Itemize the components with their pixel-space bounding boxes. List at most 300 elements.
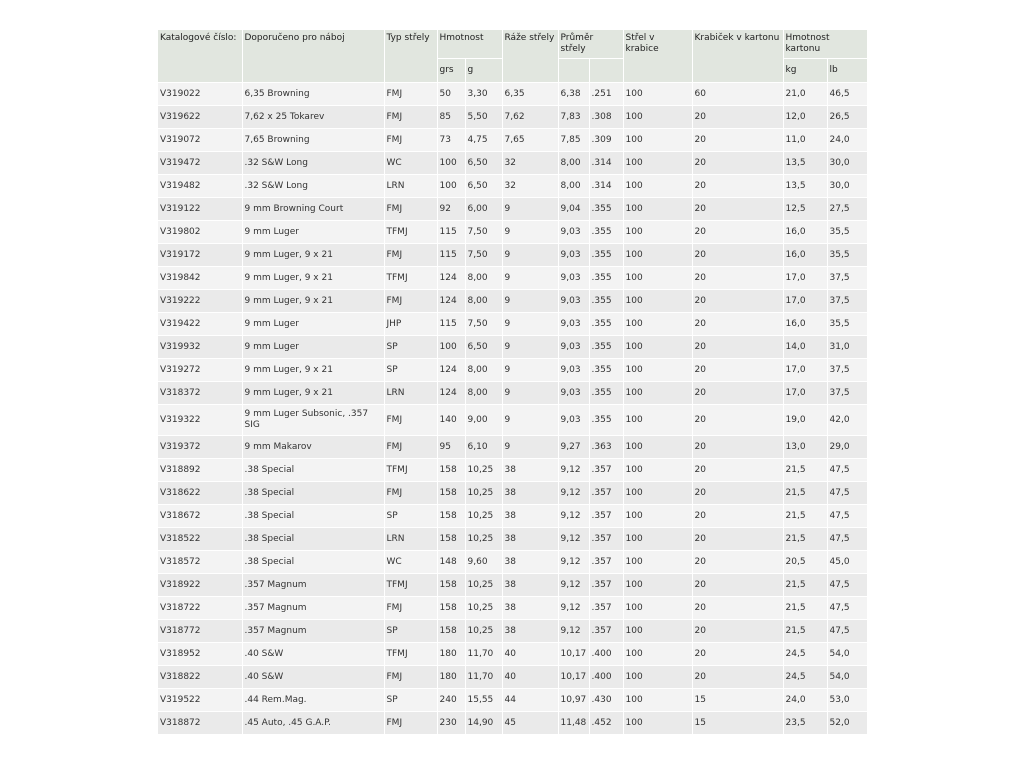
cell-weight-grs: 124 — [437, 267, 465, 290]
cell-catalog-number: V319422 — [158, 313, 242, 336]
cell-diameter-mm: 9,12 — [558, 551, 589, 574]
cell-boxes-per-carton: 20 — [692, 313, 783, 336]
cell-rounds-per-box: 100 — [623, 198, 692, 221]
table-row — [158, 597, 867, 620]
cell-catalog-number: V319172 — [158, 244, 242, 267]
cell-diameter-mm: 8,00 — [558, 175, 589, 198]
cell-boxes-per-carton: 20 — [692, 175, 783, 198]
header-carton-weight: Hmotnost kartonu — [783, 30, 867, 59]
cell-bullet-type: LRN — [384, 382, 437, 405]
cell-diameter-inch: .400 — [589, 666, 623, 689]
cell-caliber: 9 — [502, 221, 558, 244]
cell-catalog-number: V319022 — [158, 83, 242, 106]
cell-bullet-type: FMJ — [384, 83, 437, 106]
cell-rounds-per-box: 100 — [623, 459, 692, 482]
cell-weight-g: 10,25 — [465, 620, 502, 643]
table-body — [158, 83, 867, 735]
cell-diameter-inch: .357 — [589, 459, 623, 482]
cell-catalog-number: V318672 — [158, 505, 242, 528]
cell-bullet-type: FMJ — [384, 244, 437, 267]
cell-weight-g: 4,75 — [465, 129, 502, 152]
cell-caliber: 9 — [502, 405, 558, 436]
cell-caliber: 40 — [502, 666, 558, 689]
cell-carton-weight-lb: 37,5 — [827, 359, 867, 382]
cell-cartridge: 9 mm Luger — [242, 313, 384, 336]
cell-bullet-type: TFMJ — [384, 459, 437, 482]
cell-bullet-type: FMJ — [384, 597, 437, 620]
table-row — [158, 405, 867, 436]
cell-boxes-per-carton: 20 — [692, 666, 783, 689]
cell-caliber: 9 — [502, 436, 558, 459]
cell-cartridge: 9 mm Luger, 9 x 21 — [242, 382, 384, 405]
cell-weight-grs: 85 — [437, 106, 465, 129]
cell-rounds-per-box: 100 — [623, 336, 692, 359]
cell-weight-grs: 180 — [437, 666, 465, 689]
cell-cartridge: .357 Magnum — [242, 597, 384, 620]
cell-bullet-type: FMJ — [384, 198, 437, 221]
cell-carton-weight-kg: 17,0 — [783, 382, 827, 405]
cell-catalog-number: V318822 — [158, 666, 242, 689]
cell-rounds-per-box: 100 — [623, 436, 692, 459]
cell-caliber: 40 — [502, 643, 558, 666]
cell-rounds-per-box: 100 — [623, 244, 692, 267]
header-weight: Hmotnost — [437, 30, 502, 59]
cell-caliber: 38 — [502, 528, 558, 551]
cell-catalog-number: V318622 — [158, 482, 242, 505]
cell-weight-grs: 140 — [437, 405, 465, 436]
cell-boxes-per-carton: 20 — [692, 574, 783, 597]
cell-rounds-per-box: 100 — [623, 574, 692, 597]
cell-diameter-inch: .357 — [589, 528, 623, 551]
cell-diameter-mm: 9,12 — [558, 505, 589, 528]
cell-carton-weight-lb: 47,5 — [827, 574, 867, 597]
cell-diameter-mm: 9,12 — [558, 574, 589, 597]
cell-rounds-per-box: 100 — [623, 551, 692, 574]
cell-cartridge: 9 mm Luger Subsonic, .357 SIG — [242, 405, 384, 436]
cell-diameter-mm: 10,17 — [558, 666, 589, 689]
cell-carton-weight-lb: 35,5 — [827, 221, 867, 244]
cell-diameter-inch: .357 — [589, 551, 623, 574]
header-diameter-mm — [558, 59, 589, 83]
header-carton-kg: kg — [783, 59, 827, 83]
cell-rounds-per-box: 100 — [623, 129, 692, 152]
cell-carton-weight-lb: 52,0 — [827, 712, 867, 735]
cell-diameter-mm: 8,00 — [558, 152, 589, 175]
cell-rounds-per-box: 100 — [623, 175, 692, 198]
cell-diameter-mm: 9,03 — [558, 290, 589, 313]
cell-carton-weight-kg: 24,5 — [783, 643, 827, 666]
cell-cartridge: .45 Auto, .45 G.A.P. — [242, 712, 384, 735]
header-diameter-inch — [589, 59, 623, 83]
cell-diameter-mm: 9,03 — [558, 267, 589, 290]
cell-carton-weight-kg: 11,0 — [783, 129, 827, 152]
header-boxes-per-carton: Krabiček v kartonu — [692, 30, 783, 83]
cell-boxes-per-carton: 20 — [692, 436, 783, 459]
cell-bullet-type: SP — [384, 620, 437, 643]
cell-bullet-type: FMJ — [384, 482, 437, 505]
cell-caliber: 38 — [502, 597, 558, 620]
cell-cartridge: .38 Special — [242, 528, 384, 551]
cell-diameter-mm: 7,83 — [558, 106, 589, 129]
header-weight-grs: grs — [437, 59, 465, 83]
table-row — [158, 313, 867, 336]
cell-cartridge: .38 Special — [242, 482, 384, 505]
cell-weight-grs: 124 — [437, 382, 465, 405]
cell-catalog-number: V319842 — [158, 267, 242, 290]
cell-carton-weight-lb: 35,5 — [827, 244, 867, 267]
cell-rounds-per-box: 100 — [623, 152, 692, 175]
cell-weight-grs: 240 — [437, 689, 465, 712]
cell-carton-weight-kg: 24,0 — [783, 689, 827, 712]
cell-weight-grs: 158 — [437, 459, 465, 482]
cell-caliber: 9 — [502, 313, 558, 336]
table-row — [158, 666, 867, 689]
header-catalog-number: Katalogové číslo: — [158, 30, 242, 83]
cell-diameter-inch: .357 — [589, 597, 623, 620]
cell-cartridge: .38 Special — [242, 459, 384, 482]
cell-carton-weight-kg: 21,5 — [783, 528, 827, 551]
table-row — [158, 267, 867, 290]
table-row — [158, 106, 867, 129]
cell-catalog-number: V319122 — [158, 198, 242, 221]
cell-carton-weight-lb: 42,0 — [827, 405, 867, 436]
cell-boxes-per-carton: 20 — [692, 106, 783, 129]
cell-weight-g: 6,50 — [465, 175, 502, 198]
cell-bullet-type: TFMJ — [384, 221, 437, 244]
cell-weight-g: 7,50 — [465, 244, 502, 267]
table-row — [158, 152, 867, 175]
cell-diameter-mm: 9,03 — [558, 244, 589, 267]
cell-weight-g: 10,25 — [465, 597, 502, 620]
cell-weight-g: 14,90 — [465, 712, 502, 735]
cell-weight-grs: 158 — [437, 528, 465, 551]
cell-weight-g: 15,55 — [465, 689, 502, 712]
cell-caliber: 32 — [502, 175, 558, 198]
cell-carton-weight-lb: 47,5 — [827, 482, 867, 505]
cell-diameter-mm: 7,85 — [558, 129, 589, 152]
cell-boxes-per-carton: 20 — [692, 336, 783, 359]
cell-carton-weight-lb: 47,5 — [827, 505, 867, 528]
cell-catalog-number: V319272 — [158, 359, 242, 382]
cell-carton-weight-kg: 13,5 — [783, 175, 827, 198]
cell-carton-weight-kg: 13,0 — [783, 436, 827, 459]
cell-rounds-per-box: 100 — [623, 689, 692, 712]
cell-carton-weight-lb: 30,0 — [827, 175, 867, 198]
cell-carton-weight-lb: 31,0 — [827, 336, 867, 359]
cell-boxes-per-carton: 20 — [692, 221, 783, 244]
cell-weight-grs: 158 — [437, 574, 465, 597]
cell-carton-weight-lb: 30,0 — [827, 152, 867, 175]
cell-cartridge: 9 mm Luger, 9 x 21 — [242, 244, 384, 267]
cell-boxes-per-carton: 15 — [692, 712, 783, 735]
cell-bullet-type: JHP — [384, 313, 437, 336]
cell-catalog-number: V318522 — [158, 528, 242, 551]
cell-rounds-per-box: 100 — [623, 221, 692, 244]
cell-cartridge: .357 Magnum — [242, 574, 384, 597]
cell-weight-grs: 115 — [437, 313, 465, 336]
cell-carton-weight-kg: 16,0 — [783, 244, 827, 267]
cell-caliber: 9 — [502, 336, 558, 359]
cell-bullet-type: TFMJ — [384, 267, 437, 290]
cell-weight-g: 9,00 — [465, 405, 502, 436]
cell-caliber: 9 — [502, 198, 558, 221]
cell-carton-weight-lb: 37,5 — [827, 267, 867, 290]
cell-boxes-per-carton: 20 — [692, 267, 783, 290]
table-row — [158, 244, 867, 267]
cell-cartridge: .40 S&W — [242, 643, 384, 666]
cell-bullet-type: FMJ — [384, 666, 437, 689]
cell-caliber: 38 — [502, 551, 558, 574]
cell-carton-weight-lb: 47,5 — [827, 528, 867, 551]
cell-diameter-inch: .355 — [589, 405, 623, 436]
cell-boxes-per-carton: 20 — [692, 643, 783, 666]
cell-weight-g: 10,25 — [465, 505, 502, 528]
header-caliber: Ráže střely — [502, 30, 558, 83]
cell-weight-grs: 158 — [437, 482, 465, 505]
cell-rounds-per-box: 100 — [623, 83, 692, 106]
cell-rounds-per-box: 100 — [623, 313, 692, 336]
cell-diameter-inch: .355 — [589, 267, 623, 290]
cell-diameter-mm: 10,97 — [558, 689, 589, 712]
cell-bullet-type: FMJ — [384, 436, 437, 459]
cell-weight-grs: 124 — [437, 359, 465, 382]
cell-weight-g: 11,70 — [465, 643, 502, 666]
cell-weight-grs: 50 — [437, 83, 465, 106]
cell-weight-g: 3,30 — [465, 83, 502, 106]
cell-rounds-per-box: 100 — [623, 359, 692, 382]
cell-boxes-per-carton: 20 — [692, 152, 783, 175]
table-row — [158, 689, 867, 712]
header-diameter: Průměr střely — [558, 30, 623, 59]
cell-carton-weight-kg: 23,5 — [783, 712, 827, 735]
table-row — [158, 359, 867, 382]
cell-catalog-number: V318892 — [158, 459, 242, 482]
cell-boxes-per-carton: 20 — [692, 551, 783, 574]
cell-diameter-inch: .357 — [589, 574, 623, 597]
cell-diameter-inch: .357 — [589, 620, 623, 643]
table-row — [158, 482, 867, 505]
cell-diameter-mm: 6,38 — [558, 83, 589, 106]
cell-diameter-inch: .251 — [589, 83, 623, 106]
cell-diameter-inch: .452 — [589, 712, 623, 735]
table-row — [158, 83, 867, 106]
table-row — [158, 336, 867, 359]
cell-carton-weight-kg: 19,0 — [783, 405, 827, 436]
cell-carton-weight-kg: 21,5 — [783, 620, 827, 643]
cell-carton-weight-kg: 24,5 — [783, 666, 827, 689]
table-row — [158, 712, 867, 735]
table-row — [158, 290, 867, 313]
cell-diameter-mm: 9,12 — [558, 528, 589, 551]
cell-weight-g: 10,25 — [465, 528, 502, 551]
cell-diameter-mm: 11,48 — [558, 712, 589, 735]
cell-catalog-number: V319802 — [158, 221, 242, 244]
cell-weight-grs: 100 — [437, 175, 465, 198]
cell-rounds-per-box: 100 — [623, 620, 692, 643]
cell-bullet-type: WC — [384, 551, 437, 574]
cell-weight-grs: 100 — [437, 152, 465, 175]
cell-cartridge: 9 mm Luger — [242, 336, 384, 359]
cell-cartridge: .357 Magnum — [242, 620, 384, 643]
cell-cartridge: 9 mm Makarov — [242, 436, 384, 459]
table-row — [158, 643, 867, 666]
header-weight-g: g — [465, 59, 502, 83]
cell-catalog-number: V319522 — [158, 689, 242, 712]
cell-weight-g: 6,00 — [465, 198, 502, 221]
cell-cartridge: 7,65 Browning — [242, 129, 384, 152]
cell-diameter-mm: 9,03 — [558, 313, 589, 336]
cell-carton-weight-lb: 47,5 — [827, 459, 867, 482]
cell-diameter-mm: 9,03 — [558, 405, 589, 436]
cell-carton-weight-lb: 45,0 — [827, 551, 867, 574]
cell-weight-g: 6,50 — [465, 336, 502, 359]
cell-caliber: 9 — [502, 267, 558, 290]
cell-weight-grs: 158 — [437, 620, 465, 643]
table-row — [158, 129, 867, 152]
cell-diameter-mm: 9,27 — [558, 436, 589, 459]
table-row — [158, 382, 867, 405]
cell-bullet-type: WC — [384, 152, 437, 175]
cell-diameter-inch: .357 — [589, 505, 623, 528]
cell-catalog-number: V319622 — [158, 106, 242, 129]
cell-weight-grs: 95 — [437, 436, 465, 459]
cell-diameter-inch: .355 — [589, 359, 623, 382]
cell-caliber: 38 — [502, 574, 558, 597]
cell-rounds-per-box: 100 — [623, 405, 692, 436]
cell-caliber: 38 — [502, 620, 558, 643]
cell-weight-g: 7,50 — [465, 313, 502, 336]
cell-diameter-inch: .363 — [589, 436, 623, 459]
cell-diameter-mm: 9,03 — [558, 336, 589, 359]
cell-weight-g: 8,00 — [465, 382, 502, 405]
cell-carton-weight-kg: 21,5 — [783, 597, 827, 620]
cell-carton-weight-lb: 54,0 — [827, 666, 867, 689]
cell-caliber: 7,65 — [502, 129, 558, 152]
cell-diameter-inch: .355 — [589, 336, 623, 359]
cell-diameter-mm: 9,04 — [558, 198, 589, 221]
cell-weight-grs: 115 — [437, 221, 465, 244]
cell-weight-g: 7,50 — [465, 221, 502, 244]
cell-rounds-per-box: 100 — [623, 528, 692, 551]
cell-carton-weight-kg: 20,5 — [783, 551, 827, 574]
cell-rounds-per-box: 100 — [623, 597, 692, 620]
cell-rounds-per-box: 100 — [623, 267, 692, 290]
cell-cartridge: 9 mm Browning Court — [242, 198, 384, 221]
cell-weight-grs: 158 — [437, 505, 465, 528]
cell-carton-weight-kg: 21,0 — [783, 83, 827, 106]
cell-bullet-type: SP — [384, 689, 437, 712]
cell-rounds-per-box: 100 — [623, 505, 692, 528]
cell-catalog-number: V318952 — [158, 643, 242, 666]
cell-bullet-type: FMJ — [384, 405, 437, 436]
cell-cartridge: 9 mm Luger, 9 x 21 — [242, 359, 384, 382]
cell-carton-weight-kg: 13,5 — [783, 152, 827, 175]
cell-carton-weight-lb: 53,0 — [827, 689, 867, 712]
cell-rounds-per-box: 100 — [623, 106, 692, 129]
cell-diameter-inch: .314 — [589, 152, 623, 175]
cell-carton-weight-lb: 26,5 — [827, 106, 867, 129]
cell-boxes-per-carton: 20 — [692, 620, 783, 643]
table-row — [158, 459, 867, 482]
cell-carton-weight-kg: 17,0 — [783, 267, 827, 290]
cell-caliber: 38 — [502, 459, 558, 482]
cell-cartridge: .32 S&W Long — [242, 175, 384, 198]
cell-diameter-inch: .309 — [589, 129, 623, 152]
cell-diameter-inch: .355 — [589, 244, 623, 267]
table-row — [158, 551, 867, 574]
cell-carton-weight-lb: 24,0 — [827, 129, 867, 152]
cell-weight-grs: 73 — [437, 129, 465, 152]
table-row — [158, 505, 867, 528]
cell-rounds-per-box: 100 — [623, 643, 692, 666]
cell-weight-grs: 158 — [437, 597, 465, 620]
cell-weight-g: 10,25 — [465, 482, 502, 505]
cell-diameter-mm: 9,03 — [558, 382, 589, 405]
cell-weight-grs: 92 — [437, 198, 465, 221]
cell-diameter-inch: .400 — [589, 643, 623, 666]
cell-diameter-inch: .355 — [589, 290, 623, 313]
cell-cartridge: .44 Rem.Mag. — [242, 689, 384, 712]
cell-weight-grs: 180 — [437, 643, 465, 666]
cell-boxes-per-carton: 20 — [692, 482, 783, 505]
cell-boxes-per-carton: 20 — [692, 129, 783, 152]
cell-diameter-mm: 9,12 — [558, 597, 589, 620]
cell-catalog-number: V319372 — [158, 436, 242, 459]
cell-weight-grs: 148 — [437, 551, 465, 574]
cell-bullet-type: FMJ — [384, 712, 437, 735]
cell-rounds-per-box: 100 — [623, 290, 692, 313]
cell-carton-weight-kg: 16,0 — [783, 221, 827, 244]
header-cartridge: Doporučeno pro náboj — [242, 30, 384, 83]
cell-catalog-number: V318372 — [158, 382, 242, 405]
cell-carton-weight-lb: 29,0 — [827, 436, 867, 459]
cell-bullet-type: SP — [384, 359, 437, 382]
cell-bullet-type: FMJ — [384, 106, 437, 129]
cell-weight-g: 11,70 — [465, 666, 502, 689]
cell-catalog-number: V318722 — [158, 597, 242, 620]
cell-weight-g: 8,00 — [465, 267, 502, 290]
cell-boxes-per-carton: 15 — [692, 689, 783, 712]
cell-caliber: 9 — [502, 382, 558, 405]
cell-diameter-mm: 10,17 — [558, 643, 589, 666]
cell-carton-weight-lb: 47,5 — [827, 620, 867, 643]
ammo-table — [158, 30, 868, 734]
cell-cartridge: 7,62 x 25 Tokarev — [242, 106, 384, 129]
cell-cartridge: 9 mm Luger — [242, 221, 384, 244]
cell-caliber: 9 — [502, 244, 558, 267]
table-row — [158, 574, 867, 597]
table-row — [158, 198, 867, 221]
cell-carton-weight-kg: 17,0 — [783, 290, 827, 313]
cell-weight-g: 9,60 — [465, 551, 502, 574]
cell-carton-weight-kg: 21,5 — [783, 574, 827, 597]
cell-catalog-number: V318922 — [158, 574, 242, 597]
cell-boxes-per-carton: 20 — [692, 597, 783, 620]
cell-boxes-per-carton: 20 — [692, 528, 783, 551]
table-row — [158, 528, 867, 551]
cell-cartridge: .40 S&W — [242, 666, 384, 689]
cell-caliber: 9 — [502, 359, 558, 382]
cell-bullet-type: SP — [384, 505, 437, 528]
cell-cartridge: .38 Special — [242, 505, 384, 528]
cell-caliber: 6,35 — [502, 83, 558, 106]
cell-diameter-inch: .430 — [589, 689, 623, 712]
cell-catalog-number: V319322 — [158, 405, 242, 436]
cell-catalog-number: V319072 — [158, 129, 242, 152]
cell-catalog-number: V319472 — [158, 152, 242, 175]
cell-carton-weight-lb: 46,5 — [827, 83, 867, 106]
cell-cartridge: 9 mm Luger, 9 x 21 — [242, 290, 384, 313]
